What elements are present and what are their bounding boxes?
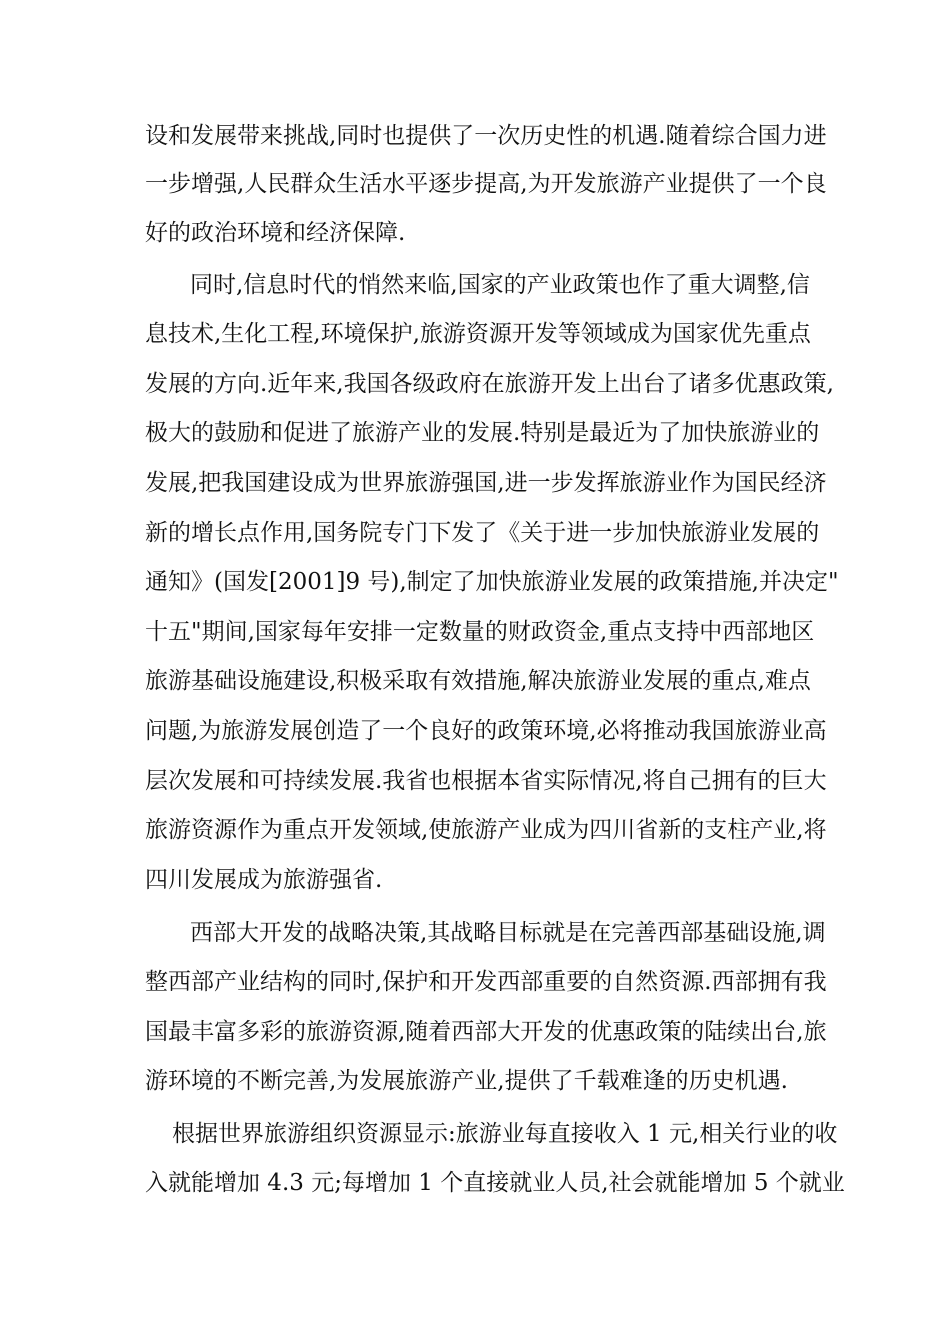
text-line: 通知》(国发[2001]9 号),制定了加快旅游业发展的政策措施,并决定" (145, 569, 839, 595)
text-line: 整西部产业结构的同时,保护和开发西部重要的自然资源.西部拥有我 (145, 969, 827, 995)
paragraph-first-line: 西部大开发的战略决策,其战略目标就是在完善西部基础设施,调 (190, 920, 826, 946)
paragraph-first-line: 同时,信息时代的悄然来临,国家的产业政策也作了重大调整,信 (190, 272, 810, 298)
text-line: 设和发展带来挑战,同时也提供了一次历史性的机遇.随着综合国力进 (145, 123, 827, 149)
text-line: 发展,把我国建设成为世界旅游强国,进一步发挥旅游业作为国民经济 (145, 470, 827, 496)
text-line: 一步增强,人民群众生活水平逐步提高,为开发旅游产业提供了一个良 (145, 171, 827, 197)
text-line: 极大的鼓励和促进了旅游产业的发展.特别是最近为了加快旅游业的 (145, 420, 820, 446)
text-line: 旅游资源作为重点开发领域,使旅游产业成为四川省新的支柱产业,将 (145, 817, 827, 843)
text-line: 好的政治环境和经济保障. (145, 220, 406, 246)
text-line: 层次发展和可持续发展.我省也根据本省实际情况,将自己拥有的巨大 (145, 768, 827, 794)
text-line: 问题,为旅游发展创造了一个良好的政策环境,必将推动我国旅游业高 (145, 718, 827, 744)
text-line: 十五"期间,国家每年安排一定数量的财政资金,重点支持中西部地区 (145, 619, 815, 645)
text-line: 发展的方向.近年来,我国各级政府在旅游开发上出台了诸多优惠政策, (145, 371, 834, 397)
text-line: 游环境的不断完善,为发展旅游产业,提供了千载难逢的历史机遇. (145, 1068, 788, 1094)
paragraph-first-line: 根据世界旅游组织资源显示:旅游业每直接收入 1 元,相关行业的收 (172, 1121, 838, 1147)
text-line: 国最丰富多彩的旅游资源,随着西部大开发的优惠政策的陆续出台,旅 (145, 1019, 827, 1045)
text-line: 入就能增加 4.3 元;每增加 1 个直接就业人员,社会就能增加 5 个就业 (145, 1170, 845, 1196)
text-line: 旅游基础设施建设,积极采取有效措施,解决旅游业发展的重点,难点 (145, 668, 811, 694)
text-line: 四川发展成为旅游强省. (145, 867, 383, 893)
text-line: 息技术,生化工程,环境保护,旅游资源开发等领域成为国家优先重点 (145, 321, 811, 347)
text-line: 新的增长点作用,国务院专门下发了《关于进一步加快旅游业发展的 (145, 520, 820, 546)
